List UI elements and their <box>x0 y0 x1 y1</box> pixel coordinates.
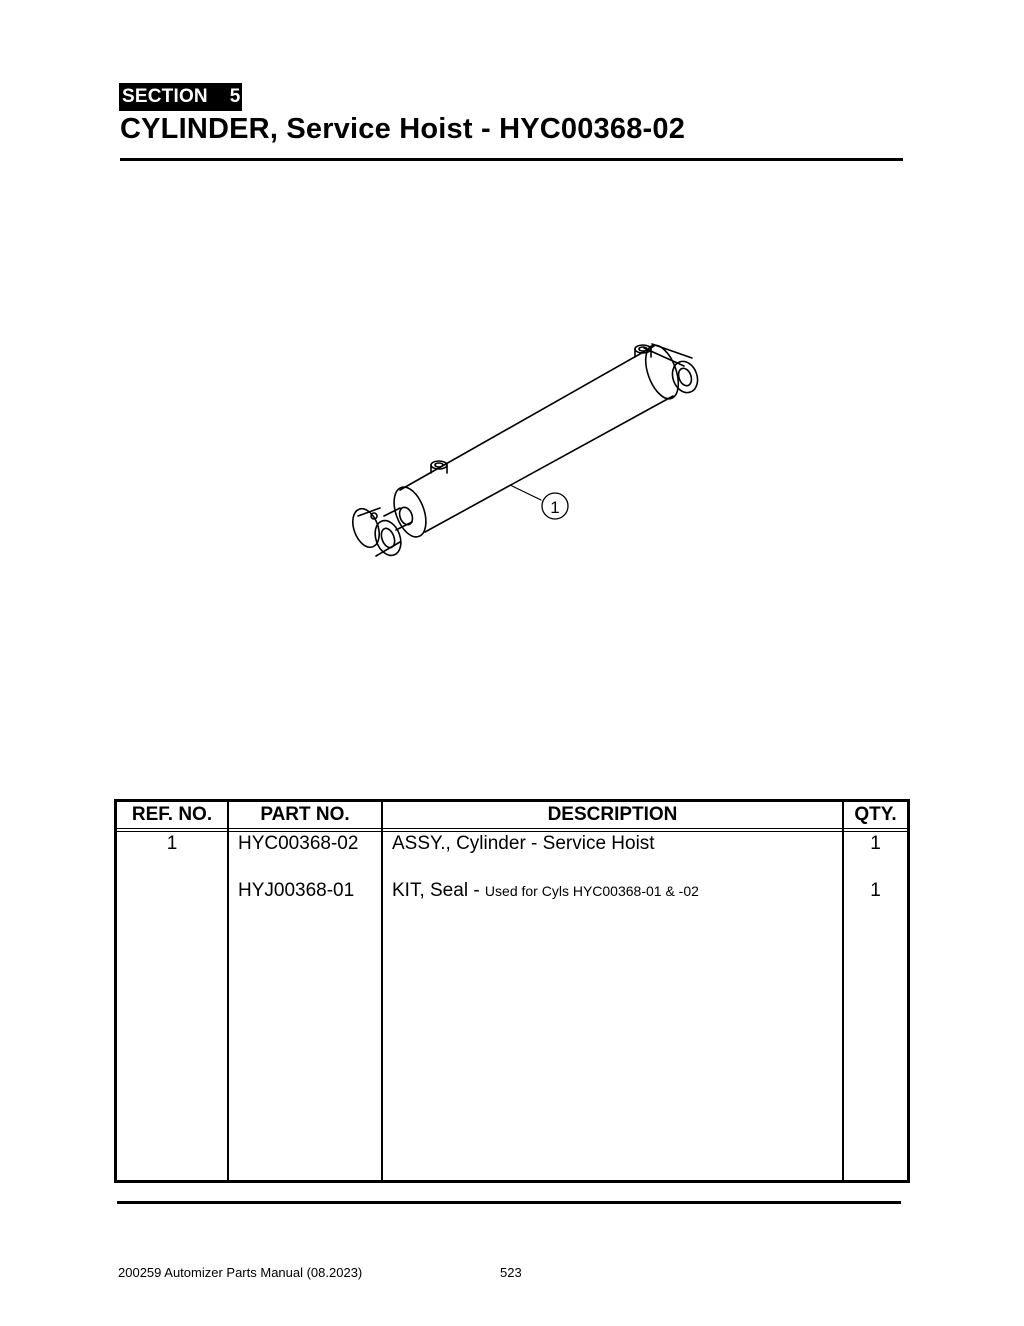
column-divider <box>227 802 229 1180</box>
cylinder-drawing <box>340 330 720 570</box>
header-description: DESCRIPTION <box>547 804 678 825</box>
page-title: CYLINDER, Service Hoist - HYC00368-02 <box>120 113 686 145</box>
section-number: 5 <box>229 86 241 107</box>
footer-manual: 200259 Automizer Parts Manual (08.2023) <box>118 1265 363 1280</box>
header-rule <box>117 828 907 832</box>
row-1-ref-no: 1 <box>166 833 178 854</box>
row-2-note: Used for Cyls HYC00368-01 & -02 <box>484 883 699 899</box>
row-2-qty: 1 <box>870 880 881 901</box>
row-2-part-no: HYJ00368-01 <box>238 880 355 901</box>
row-1-qty: 1 <box>870 833 881 854</box>
row-1-description: ASSY., Cylinder - Service Hoist <box>392 833 655 854</box>
callout-number: 1 <box>550 498 560 517</box>
column-divider <box>381 802 383 1180</box>
section-badge <box>119 83 242 111</box>
callout-leader <box>510 485 541 500</box>
header-part-no: PART NO. <box>260 804 350 825</box>
rod-clevis-left <box>348 505 384 551</box>
barrel-body <box>400 346 673 532</box>
column-divider <box>842 802 844 1180</box>
section-label: SECTION <box>122 86 208 107</box>
row-2-description: KIT, Seal - <box>392 880 485 901</box>
parts-table <box>114 799 910 1183</box>
row-1-part-no: HYC00368-02 <box>238 833 359 854</box>
row-2-description-cell <box>392 880 699 902</box>
header-qty: QTY. <box>854 804 897 825</box>
footer-rule <box>117 1201 901 1204</box>
header-ref-no: REF. NO. <box>131 804 213 825</box>
header-rule <box>120 158 903 161</box>
page-number: 523 <box>500 1265 522 1280</box>
